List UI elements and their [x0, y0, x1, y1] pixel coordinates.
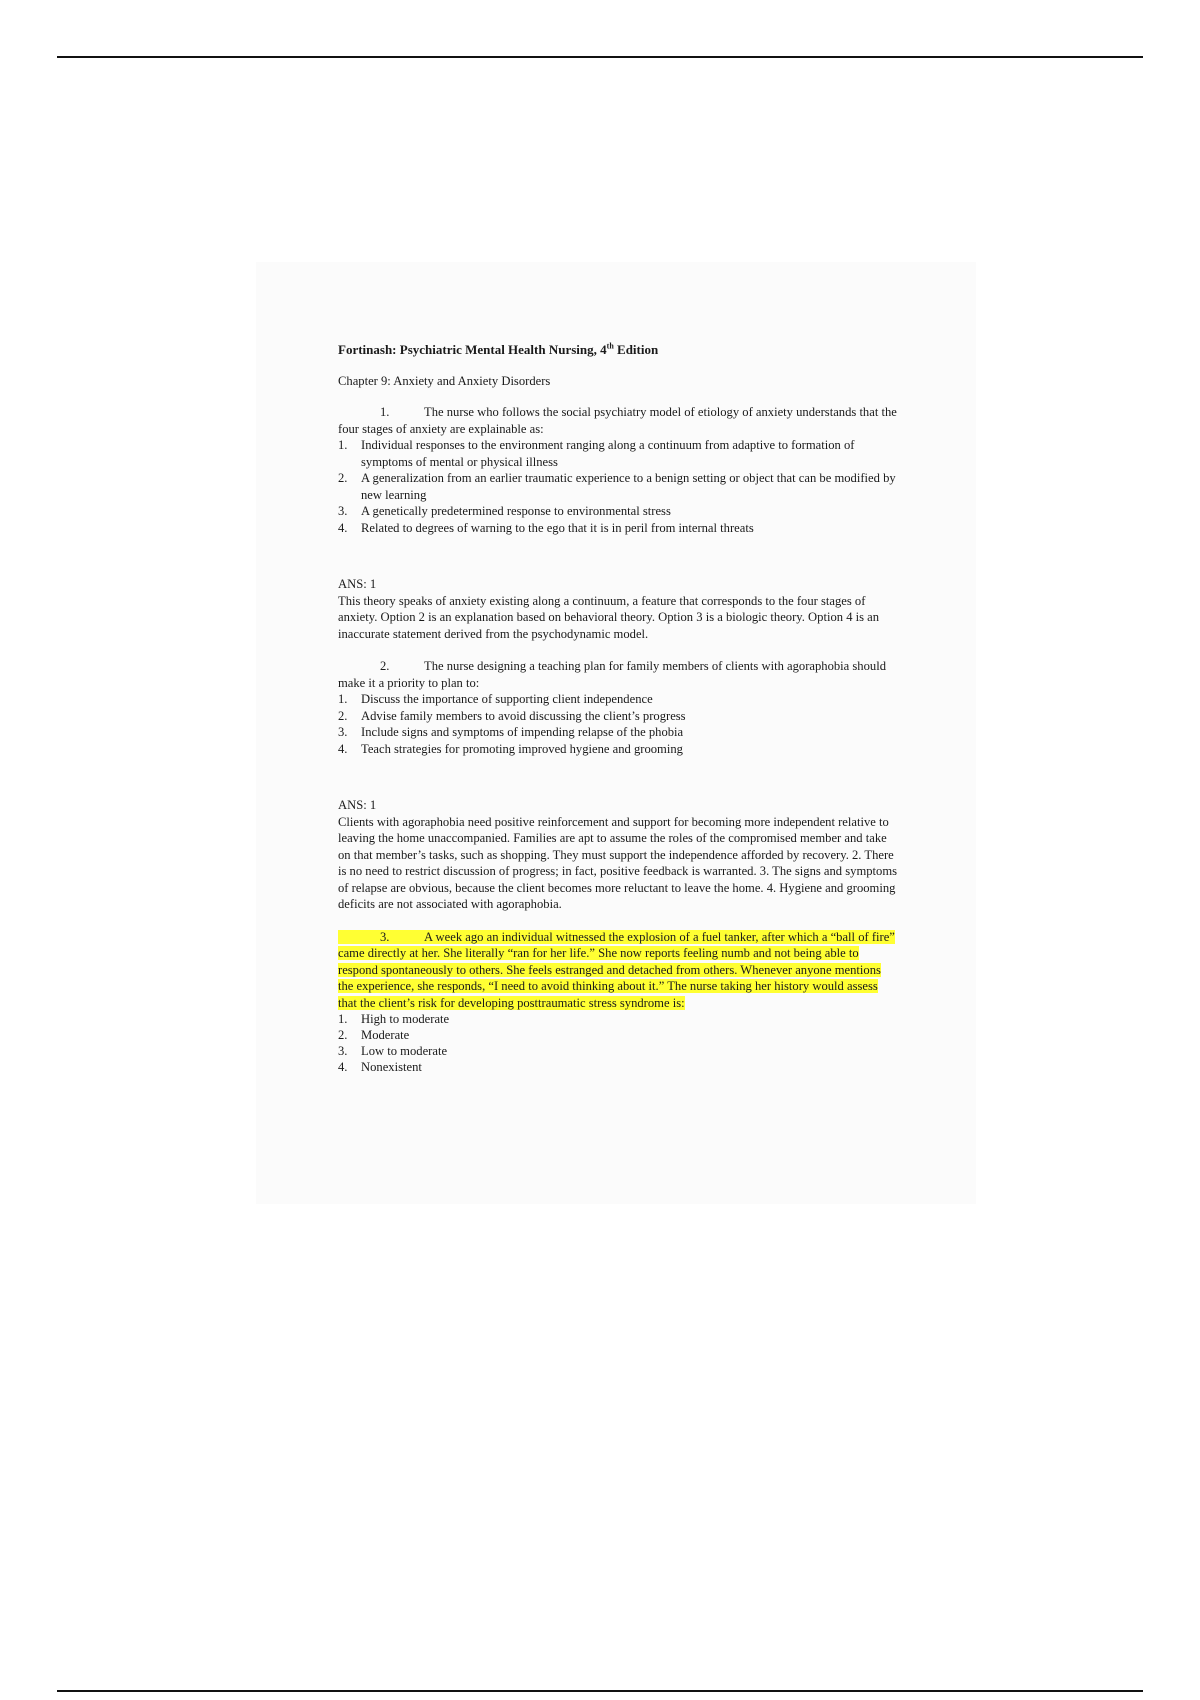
option-item	[338, 724, 898, 741]
answer-rationale: Clients with agoraphobia need positive reinforcement and support for becoming more independent relative to leaving the home unaccompanied. Families are apt to assume the roles of the compromised member and take on that member’s tasks, such as shopping. They must support the independence afforded by recovery. 2. There is no need to restrict discussion of progress; in fact, positive feedback is warranted. 3. The signs and symptoms of relapse are obvious, because the client becomes more reluctant to leave the home. 4. Hygiene and grooming deficits are not associated with agoraphobia.	[338, 814, 898, 911]
option-item	[338, 437, 898, 470]
option-text: High to moderate	[361, 1012, 450, 1026]
document-title	[338, 342, 898, 359]
option-text: Discuss the importance of supporting client independence	[361, 692, 653, 706]
question-3	[338, 929, 898, 1076]
option-number: 3.	[338, 1044, 348, 1058]
option-item	[338, 1027, 898, 1043]
option-item	[338, 708, 898, 725]
question-number: 2.	[380, 659, 390, 673]
option-text: Teach strategies for promoting improved hygiene and grooming	[361, 741, 683, 756]
question-2	[338, 658, 898, 913]
answer-block	[338, 576, 898, 642]
option-text: Low to moderate	[361, 1044, 448, 1058]
option-number: 2.	[338, 708, 348, 723]
question-text: The nurse designing a teaching plan for family members of clients with agoraphobia should make it a priority to plan to:	[338, 659, 886, 690]
option-item	[338, 520, 898, 537]
option-list	[338, 437, 898, 536]
question-stem	[338, 404, 898, 437]
title-superscript: th	[606, 341, 614, 351]
option-number: 1.	[338, 1012, 348, 1026]
question-number: 1.	[380, 405, 390, 419]
title-suffix: Edition	[613, 342, 659, 357]
option-item	[338, 691, 898, 708]
option-text: Individual responses to the environment ranging along a continuum from adaptive to formation of symptoms of mental or physical illness	[361, 438, 855, 469]
option-number: 4.	[338, 741, 348, 756]
option-item	[338, 741, 898, 758]
option-number: 3.	[338, 504, 348, 518]
option-item	[338, 1059, 898, 1075]
option-number: 4.	[338, 520, 348, 535]
option-number: 4.	[338, 1060, 348, 1074]
header-rule	[57, 56, 1143, 58]
option-number: 2.	[338, 1028, 348, 1042]
option-item	[338, 1043, 898, 1059]
option-number: 3.	[338, 725, 348, 739]
option-number: 1.	[338, 438, 348, 452]
question-text: The nurse who follows the social psychiatry model of etiology of anxiety understands that the four stages of anxiety are explainable as:	[338, 405, 897, 436]
question-1	[338, 404, 898, 642]
option-text: A genetically predetermined response to environmental stress	[361, 504, 671, 518]
title-text: Fortinash: Psychiatric Mental Health Nursing, 4	[338, 342, 607, 357]
option-text: Advise family members to avoid discussing the client’s progress	[361, 708, 686, 723]
question-stem	[338, 929, 898, 1012]
question-stem	[338, 658, 898, 691]
option-item	[338, 470, 898, 503]
option-item	[338, 503, 898, 520]
option-number: 2.	[338, 471, 348, 485]
answer-rationale: This theory speaks of anxiety existing along a continuum, a feature that corresponds to the four stages of anxiety. Option 2 is an explanation based on behavioral theory. Option 3 is a biologic theory. Option 4 is an inaccurate statement derived from the psychodynamic model.	[338, 593, 880, 641]
answer-key: ANS: 1	[338, 798, 377, 812]
question-text: A week ago an individual witnessed the explosion of a fuel tanker, after which a “ball of fire” came directly at her. She literally “ran for her life.” She now reports feeling numb and not being able to respond spontaneously to others. She feels estranged and detached from others. Whenever anyone mentions the experience, she responds, “I need to avoid thinking about it.” The nurse taking her history would assess that the client’s risk for developing posttraumatic stress syndrome is:	[338, 929, 895, 1010]
option-list	[338, 1011, 898, 1075]
option-text: A generalization from an earlier traumatic experience to a benign setting or object that can be modified by new learning	[361, 471, 896, 502]
option-text: Related to degrees of warning to the ego that it is in peril from internal threats	[361, 520, 754, 535]
answer-block	[338, 797, 898, 913]
document-content	[338, 342, 898, 1075]
option-text: Include signs and symptoms of impending relapse of the phobia	[361, 725, 684, 739]
option-list	[338, 691, 898, 757]
question-number: 3.	[380, 929, 390, 944]
answer-key: ANS: 1	[338, 577, 377, 591]
option-text: Nonexistent	[361, 1060, 422, 1074]
footer-rule	[57, 1690, 1143, 1692]
option-item	[338, 1011, 898, 1027]
option-number: 1.	[338, 692, 348, 706]
option-text: Moderate	[361, 1028, 410, 1042]
highlighted-question-text	[338, 930, 895, 1010]
chapter-heading: Chapter 9: Anxiety and Anxiety Disorders	[338, 373, 551, 388]
